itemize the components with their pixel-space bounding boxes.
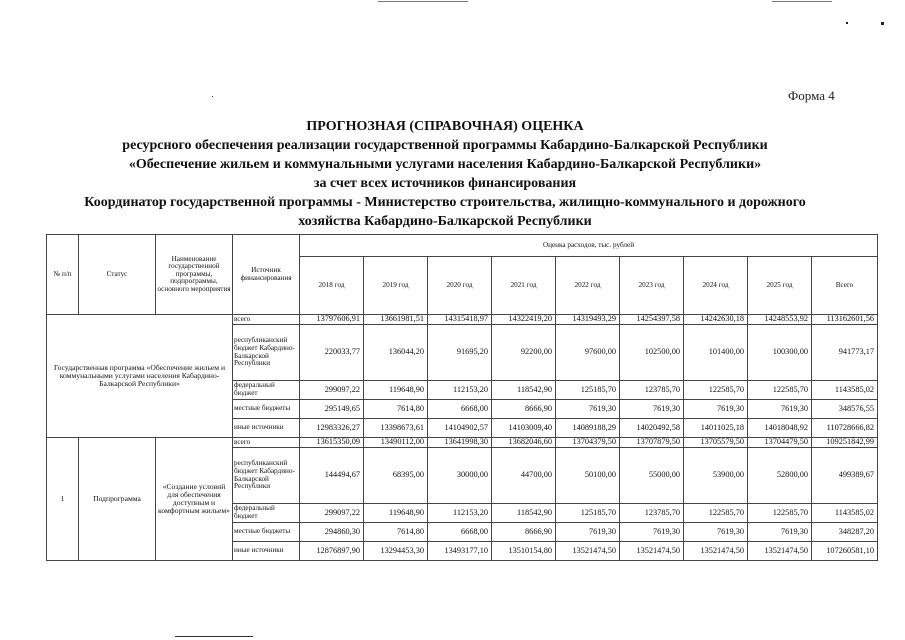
header-estimate: Оценка расходов, тыс. рублей: [300, 235, 878, 257]
value-cell: 122585,70: [748, 381, 812, 400]
value-cell: 220033,77: [300, 325, 364, 381]
table-row: [47, 315, 878, 325]
value-cell: 1143585,02: [812, 504, 878, 523]
table-row: [47, 438, 878, 448]
value-cell: 13704479,50: [748, 438, 812, 448]
scan-artifact-top: [378, 1, 468, 2]
value-cell: 13661981,51: [364, 315, 428, 325]
value-cell: 294860,30: [300, 523, 364, 542]
source-cell: местные бюджеты: [233, 523, 300, 542]
value-cell: 13521474,50: [748, 542, 812, 561]
value-cell: 13294453,30: [364, 542, 428, 561]
value-cell: 101400,00: [684, 325, 748, 381]
heading-title: ПРОГНОЗНАЯ (СПРАВОЧНАЯ) ОЦЕНКА: [306, 119, 584, 134]
header-source: Источник финансирования: [233, 235, 300, 315]
value-cell: 122585,70: [684, 504, 748, 523]
value-cell: 8666,90: [492, 523, 556, 542]
source-cell: всего: [233, 438, 300, 448]
value-cell: 112153,20: [428, 381, 492, 400]
table-body: [47, 315, 878, 561]
value-cell: 144494,67: [300, 448, 364, 504]
value-cell: 112153,20: [428, 504, 492, 523]
source-cell: республиканский бюджет Кабардино-Балкарской Республики: [233, 448, 300, 504]
scan-artifact-bottom: [175, 636, 253, 637]
value-cell: 7619,30: [684, 400, 748, 419]
value-cell: 13704379,50: [556, 438, 620, 448]
value-cell: 6668,00: [428, 523, 492, 542]
header-year: 2020 год: [428, 257, 492, 315]
heading-line: Координатор государственной программы - Министерство строительства, жилищно-коммунального и дорожного: [84, 195, 806, 210]
value-cell: 14242630,18: [684, 315, 748, 325]
header-year: 2019 год: [364, 257, 428, 315]
value-cell: 52800,00: [748, 448, 812, 504]
value-cell: 68395,00: [364, 448, 428, 504]
value-cell: 13521474,50: [684, 542, 748, 561]
header-year: Всего: [812, 257, 878, 315]
value-cell: 7619,30: [620, 523, 684, 542]
value-cell: 14104902,57: [428, 419, 492, 438]
value-cell: 6668,00: [428, 400, 492, 419]
value-cell: 13521474,50: [620, 542, 684, 561]
value-cell: 50100,00: [556, 448, 620, 504]
value-cell: 13707879,50: [620, 438, 684, 448]
value-cell: 14011025,18: [684, 419, 748, 438]
value-cell: 13615350,09: [300, 438, 364, 448]
header-num: № п/п: [47, 235, 79, 315]
header-status: Статус: [79, 235, 156, 315]
value-cell: 13398673,61: [364, 419, 428, 438]
program-name-cell: Государственная программа «Обеспечение жильем и коммунальными услугами населения Кабардино-Балкарской Республики»: [47, 315, 233, 438]
header-year: 2021 год: [492, 257, 556, 315]
value-cell: 30000,00: [428, 448, 492, 504]
heading-line: ресурсного обеспечения реализации государственной программы Кабардино-Балкарской Республики: [122, 138, 768, 153]
value-cell: 110728666,82: [812, 419, 878, 438]
value-cell: 299097,22: [300, 504, 364, 523]
value-cell: 14020492,58: [620, 419, 684, 438]
value-cell: 123785,70: [620, 381, 684, 400]
value-cell: 1143585,02: [812, 381, 878, 400]
value-cell: 13521474,50: [556, 542, 620, 561]
header-year: 2022 год: [556, 257, 620, 315]
value-cell: 13797606,91: [300, 315, 364, 325]
value-cell: 295149,65: [300, 400, 364, 419]
value-cell: 7619,30: [684, 523, 748, 542]
value-cell: 7619,30: [556, 400, 620, 419]
value-cell: 13641998,30: [428, 438, 492, 448]
value-cell: 14089188,29: [556, 419, 620, 438]
header-year: 2018 год: [300, 257, 364, 315]
header-year: 2023 год: [620, 257, 684, 315]
value-cell: 13510154,80: [492, 542, 556, 561]
value-cell: 14315418,97: [428, 315, 492, 325]
value-cell: 13705579,50: [684, 438, 748, 448]
header-year: 2025 год: [748, 257, 812, 315]
source-cell: иные источники: [233, 419, 300, 438]
value-cell: 14103009,40: [492, 419, 556, 438]
value-cell: 7619,30: [556, 523, 620, 542]
header-name: Наименование государственной программы, подпрограммы, основного мероприятия: [156, 235, 233, 315]
status-cell: Подпрограмма: [79, 438, 156, 561]
value-cell: 499389,67: [812, 448, 878, 504]
value-cell: 119648,90: [364, 381, 428, 400]
source-cell: иные источники: [233, 542, 300, 561]
value-cell: 14018048,92: [748, 419, 812, 438]
value-cell: 53900,00: [684, 448, 748, 504]
source-cell: федеральный бюджет: [233, 381, 300, 400]
resource-table: [46, 234, 878, 561]
heading-line: хозяйства Кабардино-Балкарской Республики: [298, 214, 592, 229]
value-cell: 941773,17: [812, 325, 878, 381]
value-cell: 12983326,27: [300, 419, 364, 438]
scan-speck: [846, 22, 848, 24]
header-year: 2024 год: [684, 257, 748, 315]
value-cell: 97600,00: [556, 325, 620, 381]
document-heading: [40, 117, 850, 231]
heading-line: за счет всех источников финансирования: [313, 176, 577, 191]
scan-artifact-top-right: [772, 1, 832, 2]
resource-table-wrap: [46, 234, 878, 561]
value-cell: 119648,90: [364, 504, 428, 523]
value-cell: 348576,55: [812, 400, 878, 419]
value-cell: 14319493,29: [556, 315, 620, 325]
source-cell: республиканский бюджет Кабардино-Балкарской Республики: [233, 325, 300, 381]
value-cell: 122585,70: [748, 504, 812, 523]
value-cell: 113162601,56: [812, 315, 878, 325]
value-cell: 125185,70: [556, 381, 620, 400]
program-name-cell: «Создание условий для обеспечения доступным и комфортным жильем»: [156, 438, 233, 561]
scan-speck: [212, 96, 213, 97]
value-cell: 118542,90: [492, 381, 556, 400]
value-cell: 100300,00: [748, 325, 812, 381]
value-cell: 44700,00: [492, 448, 556, 504]
value-cell: 136044,20: [364, 325, 428, 381]
value-cell: 91695,20: [428, 325, 492, 381]
source-cell: всего: [233, 315, 300, 325]
value-cell: 118542,90: [492, 504, 556, 523]
value-cell: 14322419,20: [492, 315, 556, 325]
value-cell: 92200,00: [492, 325, 556, 381]
value-cell: 14254397,58: [620, 315, 684, 325]
value-cell: 122585,70: [684, 381, 748, 400]
value-cell: 7619,30: [748, 400, 812, 419]
value-cell: 109251842,99: [812, 438, 878, 448]
value-cell: 299097,22: [300, 381, 364, 400]
value-cell: 13682046,60: [492, 438, 556, 448]
source-cell: местные бюджеты: [233, 400, 300, 419]
value-cell: 107260581,10: [812, 542, 878, 561]
form-label: Форма 4: [788, 88, 835, 103]
value-cell: 123785,70: [620, 504, 684, 523]
value-cell: 125185,70: [556, 504, 620, 523]
value-cell: 8666,90: [492, 400, 556, 419]
value-cell: 7619,30: [620, 400, 684, 419]
value-cell: 7614,80: [364, 523, 428, 542]
value-cell: 7619,30: [748, 523, 812, 542]
value-cell: 7614,80: [364, 400, 428, 419]
scan-speck: [881, 22, 884, 25]
value-cell: 348287,20: [812, 523, 878, 542]
source-cell: федеральный бюджет: [233, 504, 300, 523]
value-cell: 12876897,90: [300, 542, 364, 561]
value-cell: 14248553,92: [748, 315, 812, 325]
value-cell: 102500,00: [620, 325, 684, 381]
row-number-cell: 1: [47, 438, 79, 561]
value-cell: 13490112,00: [364, 438, 428, 448]
value-cell: 13493177,10: [428, 542, 492, 561]
heading-line: «Обеспечение жильем и коммунальными услугами населения Кабардино-Балкарской Республики»: [128, 157, 762, 172]
value-cell: 55000,00: [620, 448, 684, 504]
